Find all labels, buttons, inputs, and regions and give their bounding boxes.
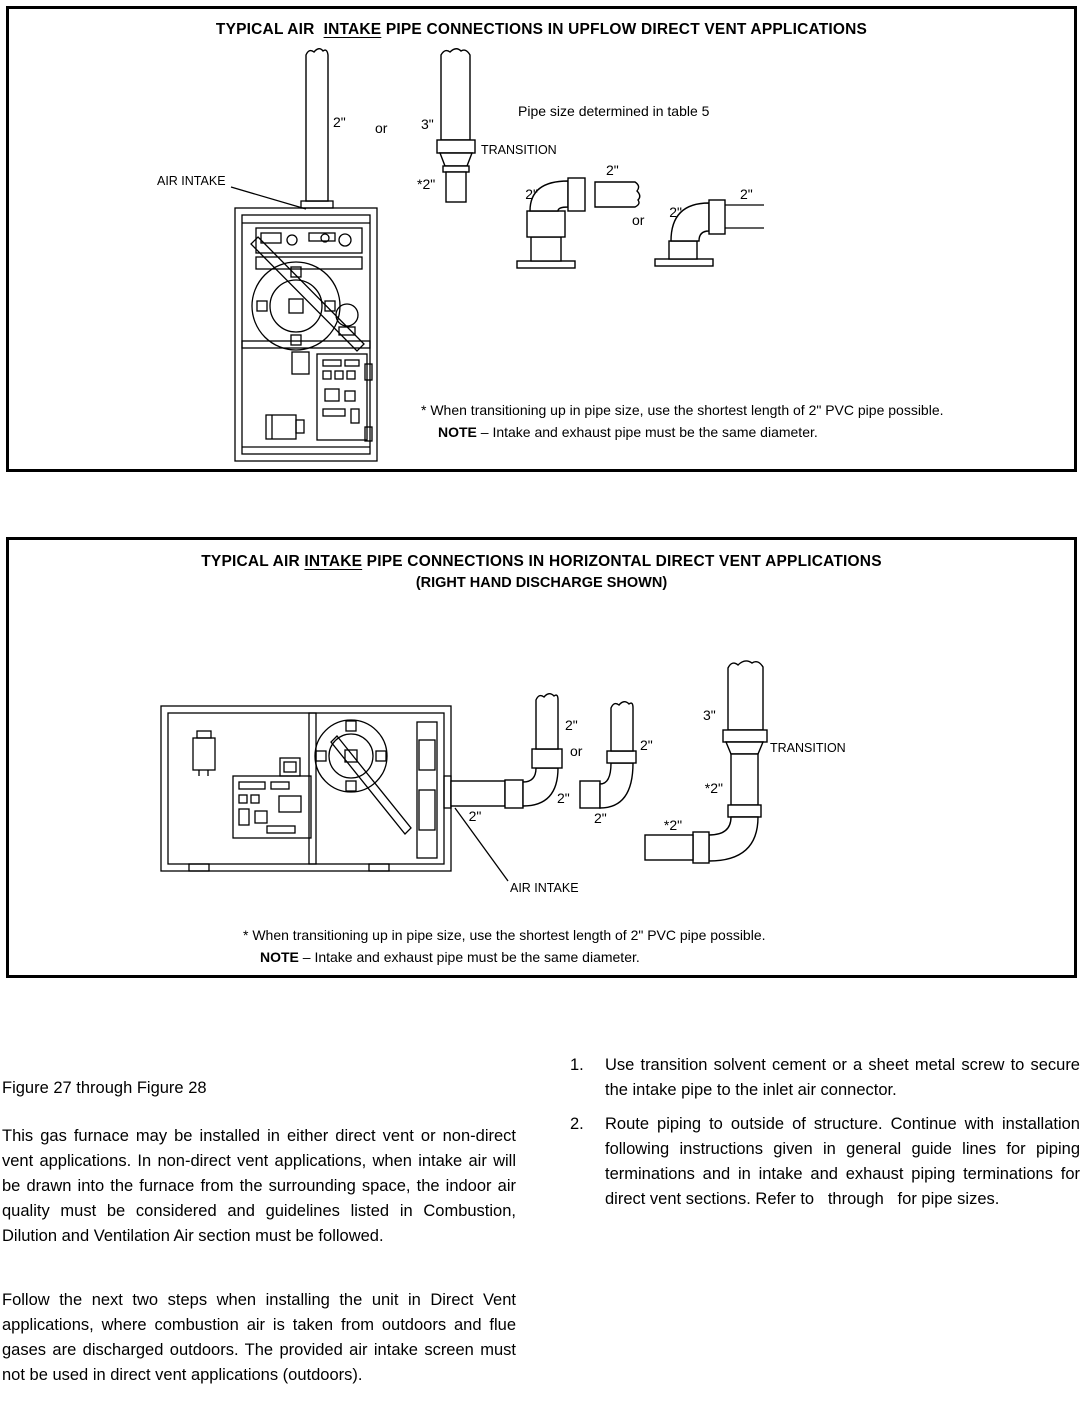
horizontal-elbow-option-1	[451, 694, 562, 808]
figure1-title-suffix: PIPE CONNECTIONS IN UPFLOW DIRECT VENT APPLICATIONS	[381, 21, 868, 38]
step-number: 2.	[570, 1115, 584, 1133]
label-star2in-horizontal: *2"	[663, 817, 683, 833]
horizontal-elbow-option-2	[580, 702, 636, 808]
figure2-footnote-note	[260, 946, 766, 968]
note-text: – Intake and exhaust pipe must be the same diameter.	[298, 949, 640, 965]
figure2-title-intake: INTAKE	[304, 553, 363, 570]
label-elbow2-2in: 2"	[594, 810, 607, 826]
label-star2in: *2"	[417, 176, 436, 192]
figure1-diagram	[9, 9, 1068, 463]
figure2-footnotes	[243, 924, 766, 968]
label-2in: 2"	[333, 114, 346, 130]
horizontal-furnace-drawing	[161, 706, 451, 871]
label-pipe2-2in: 2"	[740, 186, 753, 202]
note-text: – Intake and exhaust pipe must be the same diameter.	[476, 424, 818, 440]
label-transition: TRANSITION	[481, 143, 557, 157]
label-or-2: or	[632, 212, 645, 228]
figure-caption: Figure 27 through Figure 28	[2, 1079, 207, 1097]
figure2-title-suffix: PIPE CONNECTIONS IN HORIZONTAL DIRECT VENT APPLICATIONS	[362, 553, 882, 570]
step-text: Route piping to outside of structure. Continue with installation following instructions given in general guide lines for piping terminations and in intake and exhaust piping terminations for direct vent sections. Refer to through for pipe sizes.	[605, 1115, 1080, 1208]
label-pipe1-2in: 2"	[606, 162, 619, 178]
label-elbow1-2in: 2"	[557, 790, 570, 806]
label-star2in-vertical: *2"	[704, 780, 723, 796]
figure2-footnote-star: * When transitioning up in pipe size, use the shortest length of 2" PVC pipe possible.	[243, 927, 766, 943]
label-elbow2-pipe-2in: 2"	[640, 737, 653, 753]
label-elbow1-2in: 2"	[525, 186, 538, 202]
label-or: or	[375, 120, 388, 136]
label-air-intake: AIR INTAKE	[510, 881, 579, 895]
upflow-pipe-3in-transition	[437, 49, 475, 202]
upflow-furnace-drawing	[235, 201, 377, 461]
figure-horizontal-box	[6, 537, 1077, 978]
upflow-pipe-2in	[306, 49, 328, 201]
step-number: 1.	[570, 1056, 584, 1074]
figure1-footnotes	[421, 399, 944, 443]
figure2-title-prefix: TYPICAL AIR	[201, 553, 305, 570]
label-furnace-pipe-2in: 2"	[468, 808, 482, 824]
figure-upflow-box	[6, 6, 1077, 472]
figure2-subtitle: (RIGHT HAND DISCHARGE SHOWN)	[415, 575, 668, 591]
figure1-title-prefix: TYPICAL AIR	[215, 21, 324, 38]
label-3in: 3"	[703, 707, 716, 723]
label-transition: TRANSITION	[770, 741, 846, 755]
note-label: NOTE	[260, 949, 299, 965]
figure2-diagram	[9, 540, 1068, 969]
numbered-step-2	[570, 1112, 1080, 1212]
step-text: Use transition solvent cement or a sheet metal screw to secure the intake pipe to the inlet air connector.	[605, 1056, 1080, 1099]
label-elbow1-pipe-2in: 2"	[565, 717, 578, 733]
air-intake-leader-line	[455, 808, 508, 881]
label-or: or	[570, 743, 583, 759]
figure1-footnote-note	[438, 421, 944, 443]
paragraph-direct-vent: This gas furnace may be installed in either direct vent or non-direct vent applications. In non-direct vent applications, when intake air will be drawn into the furnace from the surrounding space, the indoor air quality must be considered and guidelines listed in Combustion, Dilution and Ventilation Air section must be followed.	[2, 1127, 516, 1245]
figure1-footnote-star: * When transitioning up in pipe size, use the shortest length of 2" PVC pipe possible.	[421, 402, 944, 418]
label-pipe-size-note: Pipe size determined in table 5	[518, 103, 710, 119]
numbered-step-1	[570, 1053, 1080, 1103]
paragraph-follow-steps: Follow the next two steps when installing the unit in Direct Vent applications, where combustion air is taken from outdoors and flue gases are discharged outdoors. The provided air intake screen must not be used in direct vent applications (outdoors).	[2, 1291, 516, 1384]
label-3in: 3"	[421, 116, 434, 132]
label-air-intake: AIR INTAKE	[157, 174, 226, 188]
figure1-title-intake: INTAKE	[323, 21, 382, 38]
note-label: NOTE	[438, 424, 477, 440]
label-elbow2-2in: 2"	[669, 204, 682, 220]
air-intake-leader-line	[231, 187, 306, 209]
